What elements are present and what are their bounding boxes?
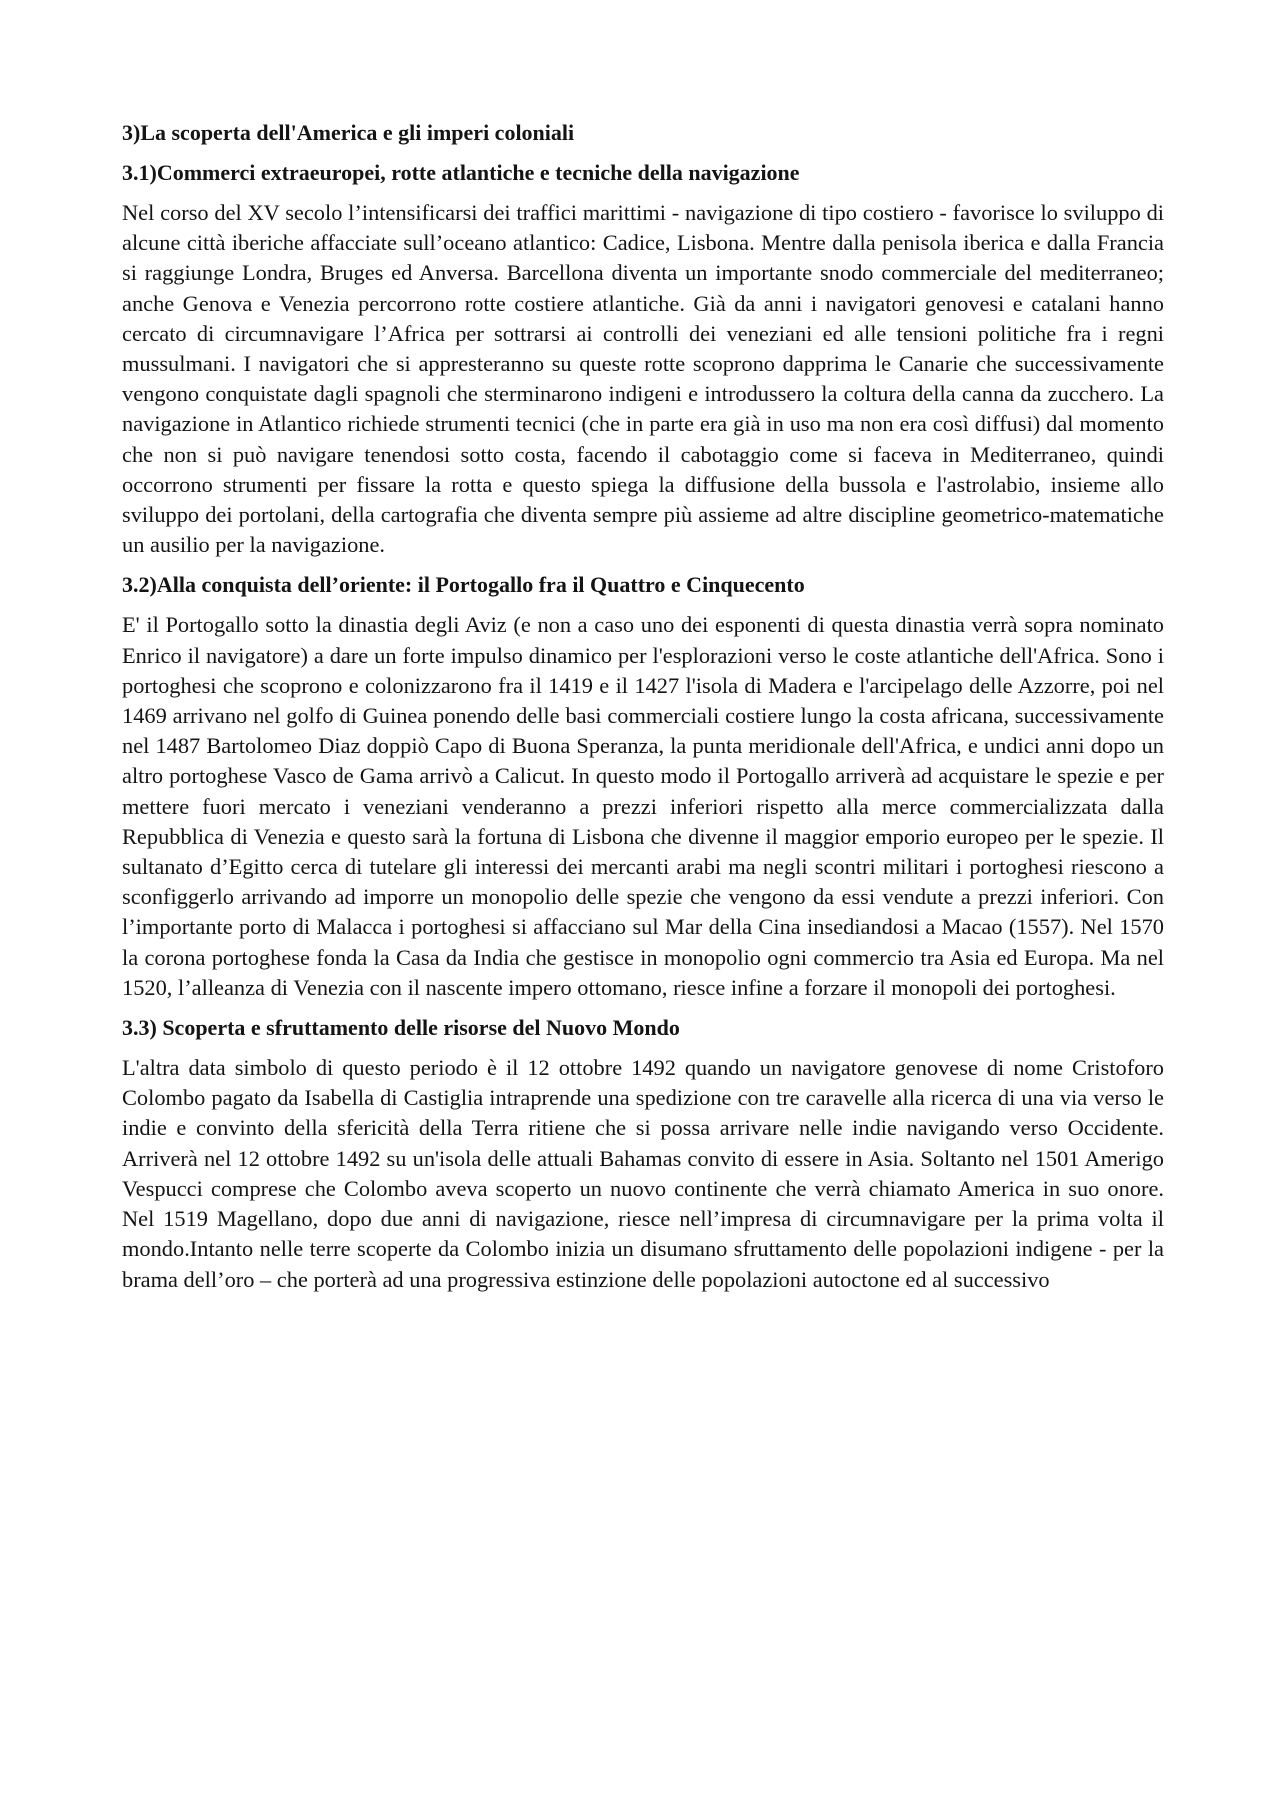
section-body: L'altra data simbolo di questo periodo è il 12 ottobre 1492 quando un navigatore genovese di nome Cristoforo Colombo pagato da Isabella di Castiglia intraprende una spedizione con tre caravelle alla ricerca di una via verso le indie e convinto della sfericità della Terra ritiene che si possa arrivare nelle indie navigando verso Occidente. Arriverà nel 12 ottobre 1492 su un'isola delle attuali Bahamas convito di essere in Asia. Soltanto nel 1501 Amerigo Vespucci comprese che Colombo aveva scoperto un nuovo continente che verrà chiamato America in suo onore. Nel 1519 Magellano, dopo due anni di navigazione, riesce nell’impresa di circumnavigare per la prima volta il mondo.Intanto nelle terre scoperte da Colombo inizia un disumano sfruttamento delle popolazioni indigene - per la brama dell’oro – che porterà ad una progressiva estinzione delle popolazioni autoctone ed al successivo [122,1055,1164,1292]
section-heading: 3.2)Alla conquista dell’oriente: il Portogallo fra il Quattro e Cinquecento [122,572,805,598]
document-title: 3)La scoperta dell'America e gli imperi coloniali [122,120,575,145]
section-heading: 3.3) Scoperta e sfruttamento delle risorse del Nuovo Mondo [122,1015,680,1041]
document-page [122,118,1164,1305]
section-heading: 3.1)Commerci extraeuropei, rotte atlantiche e tecniche della navigazione [122,160,800,185]
section-3-2 [122,570,1164,1003]
section-3-3 [122,1013,1164,1295]
section-3-1 [122,158,1164,560]
section-body: E' il Portogallo sotto la dinastia degli Aviz (e non a caso uno dei esponenti di questa dinastia verrà sopra nominato Enrico il navigatore) a dare un forte impulso dinamico per l'esplorazioni verso le coste atlantiche dell'Africa. Sono i portoghesi che scoprono e colonizzarono fra il 1419 e il 1427 l'isola di Madera e l'arcipelago delle Azzorre, poi nel 1469 arrivano nel golfo di Guinea ponendo delle basi commerciali costiere lungo la costa africana, successivamente nel 1487 Bartolomeo Diaz doppiò Capo di Buona Speranza, la punta meridionale dell'Africa, e undici anni dopo un altro portoghese Vasco de Gama arrivò a Calicut. In questo modo il Portogallo arriverà ad acquistare le spezie e per mettere fuori mercato i veneziani venderanno a prezzi inferiori rispetto alla merce commercializzata dalla Repubblica di Venezia e questo sarà la fortuna di Lisbona che divenne il maggior emporio europeo per le spezie. Il sultanato d’Egitto cerca di tutelare gli interessi dei mercanti arabi ma negli scontri militari i portoghesi riescono a sconfiggerlo arrivando ad imporre un monopolio delle spezie che vengono da essi vendute a prezzi inferiori. Con l’importante porto di Malacca i portoghesi si affacciano sul Mar della Cina insediandosi a Macao (1557). Nel 1570 la corona portoghese fonda la Casa da India che gestisce in monopolio ogni commercio tra Asia ed Europa. Ma nel 1520, l’alleanza di Venezia con il nascente impero ottomano, riesce infine a forzare il monopoli dei portoghesi. [122,612,1164,1000]
section-body: Nel corso del XV secolo l’intensificarsi dei traffici marittimi - navigazione di tipo costiero - favorisce lo sviluppo di alcune città iberiche affacciate sull’oceano atlantico: Cadice, Lisbona. Mentre dalla penisola iberica e dalla Francia si raggiunge Londra, Bruges ed Anversa. Barcellona diventa un importante snodo commerciale del mediterraneo; anche Genova e Venezia percorrono rotte costiere atlantiche. Già da anni i navigatori genovesi e catalani hanno cercato di circumnavigare l’Africa per sottrarsi ai controlli dei veneziani ed alle tensioni politiche fra i regni mussulmani. I navigatori che si appresteranno su queste rotte scoprono dapprima le Canarie che successivamente vengono conquistate dagli spagnoli che sterminarono indigeni e introdussero la coltura della canna da zucchero. La navigazione in Atlantico richiede strumenti tecnici (che in parte era già in uso ma non era così diffusi) dal momento che non si può navigare tenendosi sotto costa, facendo il cabotaggio come si faceva in Mediterraneo, quindi occorrono strumenti per fissare la rotta e questo spiega la diffusione della bussola e l'astrolabio, insieme allo sviluppo dei portolani, della cartografia che diventa sempre più assieme ad altre discipline geometrico-matematiche un ausilio per la navigazione. [122,200,1164,558]
